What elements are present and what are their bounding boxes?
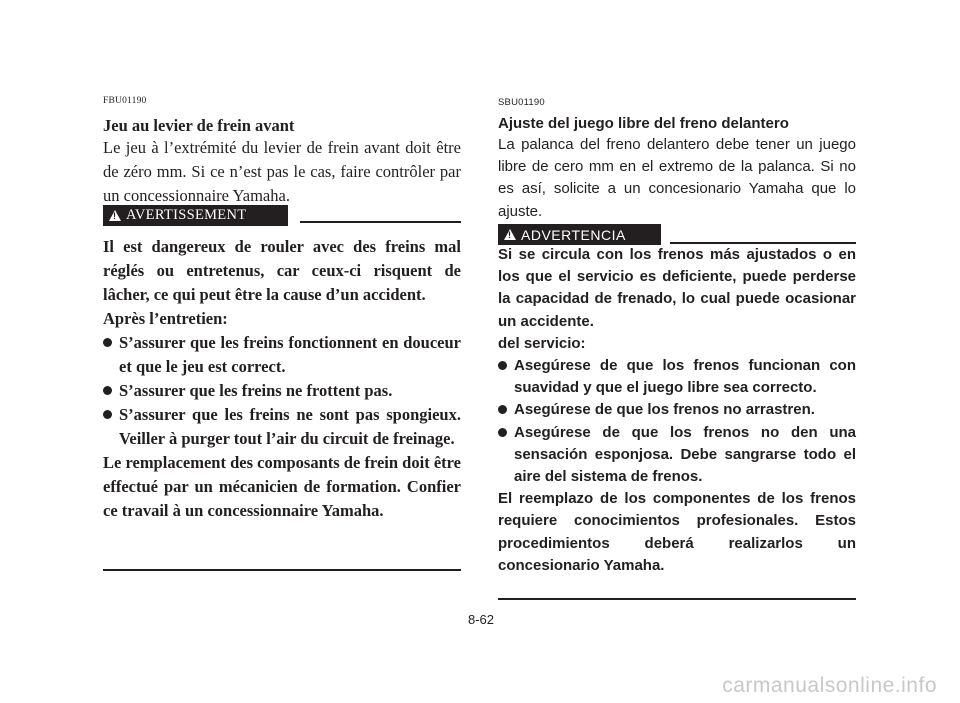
warning-rule: [300, 221, 461, 223]
section-title: Jeu au levier de frein avant: [103, 116, 295, 135]
warning-text: Il est dangereux de rouler avec des freins mal réglés ou entretenus, car ceux-ci risquent de lâcher, ce qui peut être la cause d’un accident.: [103, 237, 461, 304]
list-item: S’assurer que les freins ne sont pas spongieux. Veiller à purger tout l’air du circuit de freinage.: [103, 403, 461, 451]
warning-badge: [498, 224, 661, 245]
watermark: carmanualsonline.info: [722, 674, 937, 697]
list-item: Asegúrese de que los frenos no arrastren.: [498, 399, 856, 421]
warning-label: ADVERTENCIA: [521, 226, 626, 243]
section-title: Ajuste del juego libre del freno delantero: [498, 115, 789, 132]
page-number: 8-62: [467, 612, 495, 627]
list-item: Asegúrese de que los frenos funcionan con suavidad y que el juego libre sea correcto.: [498, 355, 856, 399]
warning-end-rule: [103, 569, 461, 571]
bullet-list: [103, 331, 461, 451]
closing-text: El reemplazo de los componentes de los frenos requiere conocimientos profesionales. Estos procedimientos deberá realizarlos un concesionario Yamaha.: [498, 490, 856, 574]
section-code: SBU01190: [498, 97, 545, 108]
warning-badge: [103, 205, 288, 226]
section-code: FBU01190: [103, 96, 147, 106]
warning-body: [103, 235, 461, 523]
list-item: S’assurer que les freins ne frottent pas.: [103, 379, 461, 403]
bullet-list: [498, 355, 856, 488]
after-service-heading: del servicio:: [498, 334, 586, 352]
closing-text: Le remplacement des composants de frein doit être effectué par un mécanicien de formation. Confier ce travail à un concessionnaire Yamaha.: [103, 453, 461, 520]
warning-body: [498, 244, 856, 577]
warning-label: AVERTISSEMENT: [126, 207, 247, 223]
warning-end-rule: [498, 598, 856, 600]
warning-text: Si se circula con los frenos más ajustados o en los que el servicio es deficiente, puede perderse la capacidad de frenado, lo cual puede ocasionar un accidente.: [498, 246, 856, 330]
list-item: Asegúrese de que los frenos no den una sensación esponjosa. Debe sangrarse todo el aire del sistema de frenos.: [498, 422, 856, 489]
intro-paragraph: La palanca del freno delantero debe tener un juego libre de cero mm en el extremo de la palanca. Si no es así, solicite a un concesionario Yamaha que lo ajuste.: [498, 136, 856, 220]
after-service-heading: Après l’entretien:: [103, 309, 228, 328]
warning-triangle-icon: [109, 210, 121, 221]
intro-paragraph: Le jeu à l’extrémité du levier de frein avant doit être de zéro mm. Si ce n’est pas le cas, faire contrôler par un concessionnaire Yamaha.: [103, 138, 461, 205]
warning-triangle-icon: [504, 229, 516, 240]
warning-header: [103, 205, 461, 229]
list-item: S’assurer que les freins fonctionnent en douceur et que le jeu est correct.: [103, 331, 461, 379]
